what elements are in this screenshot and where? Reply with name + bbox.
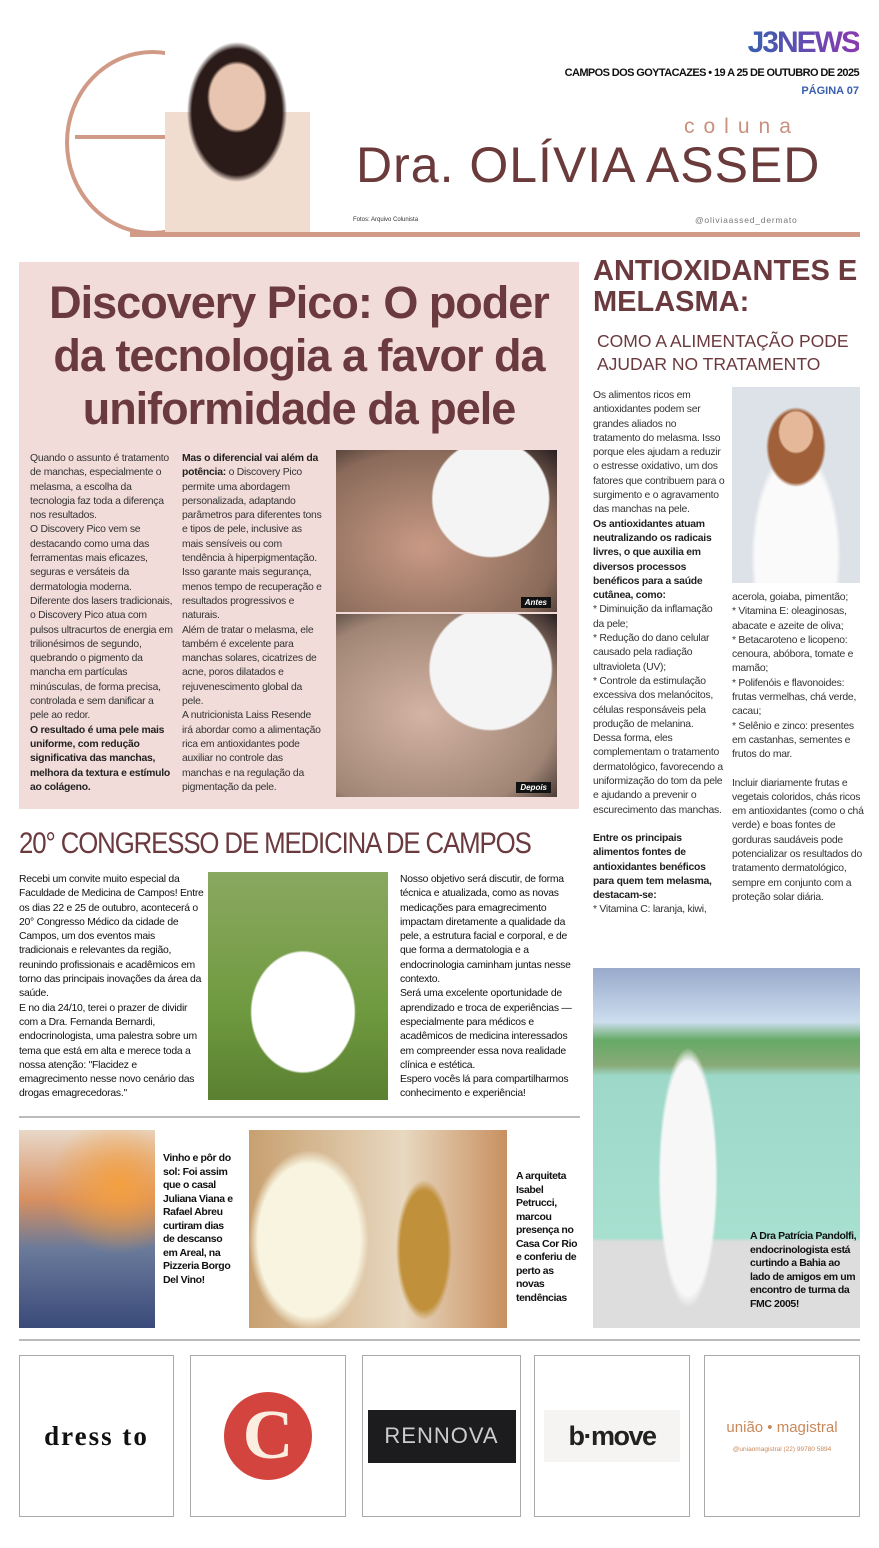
congress-title: 20° CONGRESSO DE MEDICINA DE CAMPOS [19,827,531,860]
divider [19,1116,580,1118]
social-caption: A Dra Patrícia Pandolfi, endocrinologista está curtindo a Bahia ao lado de amigos em um encontro de turma da FMC 2005! [750,1230,857,1310]
antioxidants-col-2: acerola, goiaba, pimentão; * Vitamina E: oleaginosas, abacate e azeite de oliva; * Betacaroteno e licopeno: cenoura, abóbora, tomate e mamão; * Polifenóis e flavonoides: frutas vermelhas, chá verde, cacau; * Selênio e zinco: presentes em castanhas, sementes e frutos do mar. Incluir diariamente frutas e vegetais coloridos, chás ricos em antioxidantes (como o chá verde) e boas fontes de gorduras saudáveis pode potencializar os resultados do tratamento dermatológico, sempre em conjunto com a proteção solar diária. [732,592,864,903]
page-number: PÁGINA 07 [801,85,859,97]
article-col-1: Quando o assunto é tratamento de manchas, especialmente o melasma, a escolha da tecnologia faz toda a diferença nos resultados. O Discovery Pico vem se destacando como uma das ferramentas mais eficazes, seguras e versáteis da dermatologia moderna. Diferente dos lasers tradicionais, o Discovery Pico atua com pulsos ultracurtos de energia em trilionésimos de segundo, quebrando o pigmento da mancha em partículas minúsculas, de forma precisa, controlada e sem danificar a pele ao redor. O resultado é uma pele mais uniforme, com redução significativa das manchas, melhora da textura e estímulo ao colágeno. [30,453,173,793]
congress-col-1: Recebi um convite muito especial da Faculdade de Medicina de Campos! Entre os dias 22 e 25 de outubro, acontecerá o 20° Congresso Médico da cidade de Campos, um dos eventos mais tradicionais e relevantes da região, reunindo profissionais e acadêmicos em torno das principais inovações da área da saúde. E no dia 24/10, terei o prazer de dividir com a Dra. Fernanda Bernardi, endocrinologista, uma palestra sobre um tema que está em alta e merece toda a nossa atenção: "Flacidez e emagrecimento nesse novo cenário das drogas emagrecedoras." [19,874,204,1100]
congress-col-2: Nosso objetivo será discutir, de forma técnica e atualizada, como as novas medicações para emagrecimento impactam diretamente a qualidade da pele, a estrutura facial e corporal, e de que forma a dermatologia e a endocrinologia caminham juntas nesse contexto. Será uma excelente oportunidade de aprendizado e troca de experiências — especialmente para médicos e acadêmicos de medicina interessados em compreender essa nova realidade clínica e estética. Espero vocês lá para compartilharmos conhecimento e experiência! [400,874,572,1100]
article-col-2: Mas o diferencial vai além da potência: o Discovery Pico permite uma abordagem personalizada, adaptando parâmetros para diferentes tons e tipos de pele, inclusive as mais sensíveis ou com tendência à hiperpigmentação. Isso garante mais segurança, menos tempo de recuperação e resultados progressivos e naturais. Além de tratar o melasma, ele também é excelente para manchas solares, cicatrizes de acne, poros dilatados e rejuvenescimento global da pele. A nutricionista Laiss Resende irá abordar como a alimentação rica em antioxidantes pode auxiliar no controle das manchas e na regulação da pigmentação da pele. [182,453,322,793]
column-kicker: coluna [684,115,800,138]
sponsor-dress-to[interactable]: dress to [19,1355,174,1517]
social-photo-casacor [249,1130,507,1328]
sponsor-rennova[interactable]: RENNOVA [362,1355,521,1517]
sponsor-uniao-magistral[interactable]: união • magistral @uniaomagistral (22) 99780 5894 [704,1355,860,1517]
columnist-name: Dra. OLÍVIA ASSED [356,137,821,193]
social-caption: A arquiteta Isabel Petrucci, marcou presença no Casa Cor Rio e conferiu de perto as novas tendências [516,1170,578,1304]
after-photo: Depois [336,614,557,797]
sponsor-bmove[interactable]: b·move [534,1355,690,1517]
photo-credit: Fotos: Arquivo Colunista [353,217,419,223]
divider [19,1339,860,1341]
columnist-portrait [165,32,310,232]
congress-gift-photo [208,872,388,1100]
dateline: CAMPOS DOS GOYTACAZES • 19 A 25 DE OUTUBRO DE 2025 [564,67,859,79]
article-title: Discovery Pico: O poder da tecnologia a favor da uniformidade da pele [49,277,549,434]
sponsor-c-logo[interactable] [190,1355,346,1517]
antioxidants-title: ANTIOXIDANTES E MELASMA: [593,255,858,318]
antioxidants-col-1: Os alimentos ricos em antioxidantes podem ser grandes aliados no tratamento do melasma. Isso porque eles ajudam a reduzir o estresse oxidativo, um dos fatores que contribuem para o surgimento e o agravamento das manchas na pele. Os antioxidantes atuam neutralizando os radicais livres, o que auxilia em diversos processos benéficos para a saúde cutânea, como: * Diminuição da inflamação da pele; * Redução do dano celular causado pela radiação ultravioleta (UV); * Controle da estimulação excessiva dos melanócitos, células responsáveis pela produção de melanina. Dessa forma, eles complementam o tratamento dermatológico, favorecendo a uniformização do tom da pele e ajudando a prevenir o escurecimento das manchas. Entre os principais alimentos fontes de antioxidantes benéficos para quem tem melasma, destacam-se: * Vitamina C: laranja, kiwi, [593,390,725,916]
brand-logo: J3NEWS [747,26,859,59]
antioxidants-subtitle: COMO A ALIMENTAÇÃO PODE AJUDAR NO TRATAMENTO [597,331,849,374]
nutritionist-photo [732,387,860,583]
social-caption: Vinho e pôr do sol: Foi assim que o casal Juliana Viana e Rafael Abreu curtiram dias de descanso em Areal, na Pizzeria Borgo Del Vino! [163,1152,233,1286]
instagram-handle[interactable]: @oliviaassed_dermato [695,215,798,225]
social-photo-bahia [593,968,860,1328]
c-logo-icon: C [224,1392,312,1480]
before-photo: Antes [336,450,557,612]
social-photo-couple [19,1130,155,1328]
article-discovery-pico [19,262,579,809]
header-rule [130,232,860,237]
